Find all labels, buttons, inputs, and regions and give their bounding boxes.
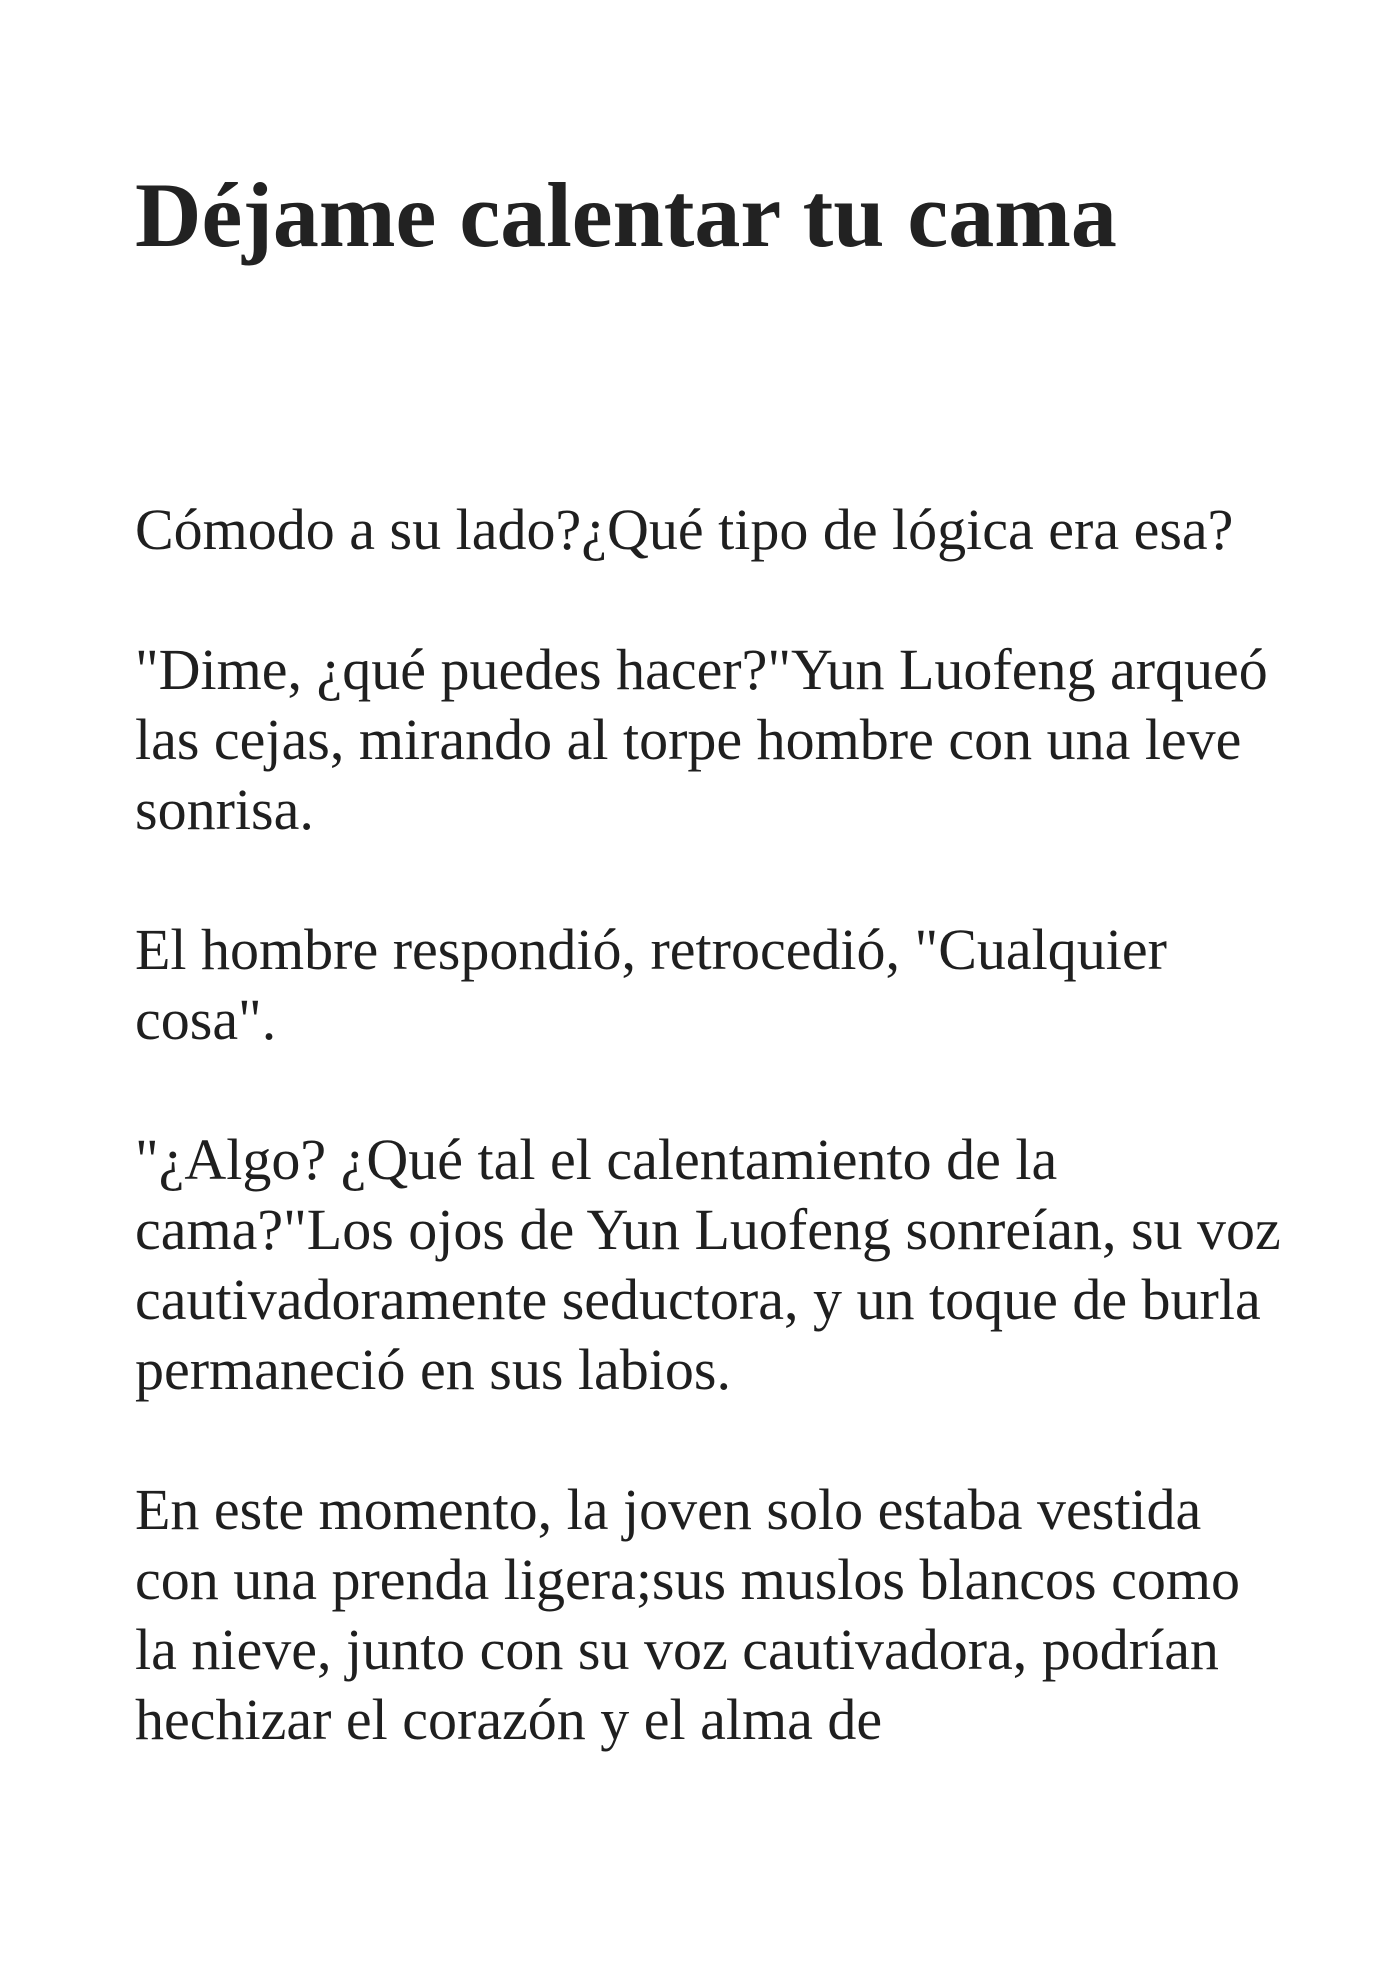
page-title: Déjame calentar tu cama [135,164,1117,266]
paragraph-3: El hombre respondió, retrocedió, "Cualquier cosa". [135,917,1167,1052]
paragraph-5: En este momento, la joven solo estaba vestida con una prenda ligera;sus muslos blancos como la nieve, junto con su voz cautivadora, podrían hechizar el corazón y el alma de [135,1477,1240,1752]
body-text [135,495,1295,1825]
paragraph-1: Cómodo a su lado?¿Qué tipo de lógica era esa? [135,497,1234,562]
paragraph-2: "Dime, ¿qué puedes hacer?"Yun Luofeng arqueó las cejas, mirando al torpe hombre con una leve sonrisa. [135,637,1268,842]
paragraph-4: "¿Algo? ¿Qué tal el calentamiento de la cama?"Los ojos de Yun Luofeng sonreían, su voz cautivadoramente seductora, y un toque de burla permaneció en sus labios. [135,1127,1281,1402]
